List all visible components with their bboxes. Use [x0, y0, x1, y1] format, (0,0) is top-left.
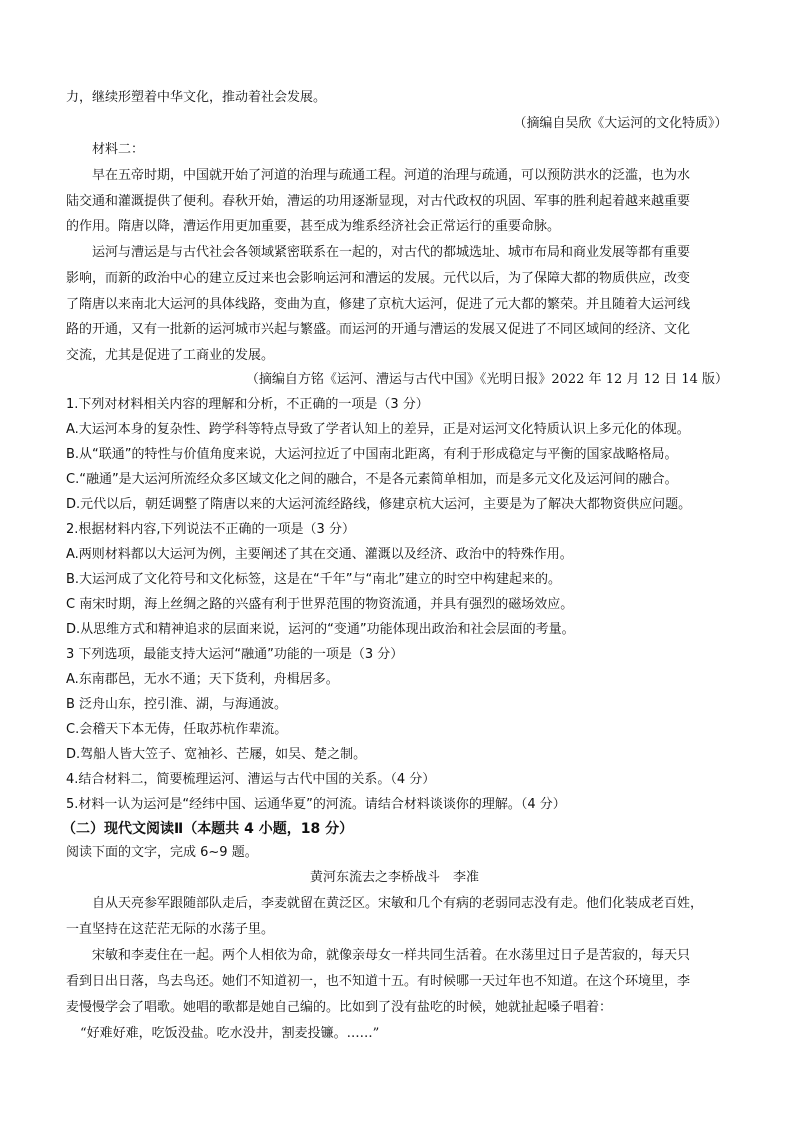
text-line: 麦慢慢学会了唱歌。她唱的歌都是她自己编的。比如到了没有盐吃的时候，她就扯起嗓子唱着：	[66, 1000, 613, 1015]
text-line: 力，继续形塑着中华文化，推动着社会发展。	[66, 90, 327, 105]
text-line: 自从天亮参军跟随部队走后，李麦就留在黄泛区。宋敏和几个有病的老弱同志没有走。他们化装成老百姓，	[92, 896, 704, 911]
question-option: B.大运河成了文化符号和文化标签，这是在“千年”与“南北”建立的时空中构建起来的。	[66, 572, 561, 587]
text-line: 一直坚持在这茫茫无际的水荡子里。	[66, 922, 275, 937]
question-option: C.会稽天下本无俦，任取苏杭作辈流。	[66, 722, 288, 737]
question-1: 1.下列对材料相关内容的理解和分析，不正确的一项是（3 分）	[66, 397, 429, 412]
text-line: 运河与漕运是与古代社会各领域紧密联系在一起的，对古代的都城选址、城市布局和商业发展等都有重要	[92, 245, 691, 260]
text-line: 宋敏和李麦住在一起。两个人相依为命，就像亲母女一样共同生活着。在水荡里过日子是苦寂的，每天只	[92, 948, 691, 963]
text-line: 影响，而新的政治中心的建立反过来也会影响运河和漕运的发展。元代以后，为了保障大都的物质供应，改变	[66, 271, 691, 286]
question-option: A.大运河本身的复杂性、跨学科等特点导致了学者认知上的差异，正是对运河文化特质认识上多元化的体现。	[66, 422, 690, 437]
question-option: B.从“联通”的特性与价值角度来说，大运河拉近了中国南北距离，有利于形成稳定与平衡的国家战略格局。	[66, 447, 678, 462]
instruction-line: 阅读下面的文字，完成 6~9 题。	[66, 845, 258, 860]
song-lyric: “好难好难，吃饭没盐。吃水没井，割麦投镰。……”	[80, 1026, 380, 1041]
text-line: 的作用。隋唐以降，漕运作用更加重要，甚至成为维系经济社会正常运行的重要命脉。	[66, 219, 561, 234]
question-option: C.“融通”是大运河所流经众多区域文化之间的融合，不是各元素简单相加，而是多元文化及运河间的融合。	[66, 472, 678, 487]
text-line: 早在五帝时期，中国就开始了河道的治理与疏通工程。河道的治理与疏通，可以预防洪水的泛滥，也为水	[92, 168, 691, 183]
question-option: D.从思维方式和精神追求的层面来说，运河的“变通”功能体现出政治和社会层面的考量。	[66, 622, 575, 637]
question-3: 3 下列选项，最能支持大运河“融通”功能的一项是（3 分）	[66, 647, 404, 662]
text-line: 了隋唐以来南北大运河的具体线路，变曲为直，修建了京杭大运河，促进了元大都的繁荣。并且随着大运河线	[66, 297, 691, 312]
text-line: 陆交通和灌溉提供了便利。春秋开始，漕运的功用逐渐显现，对古代政权的巩固、军事的胜利起着越来越重要	[66, 194, 691, 209]
question-2: 2.根据材料内容,下列说法不正确的一项是（3 分）	[66, 522, 355, 537]
question-option: B 泛舟山东，控引淮、湖，与海通波。	[66, 697, 288, 712]
material-heading: 材料二：	[92, 142, 145, 157]
text-line: 看到日出日落，鸟去鸟还。她们不知道初一，也不知道十五。有时候哪一天过年也不知道。在这个环境里，李	[66, 974, 691, 989]
passage-title: 黄河东流去之李桥战斗 李准	[310, 870, 480, 885]
question-option: C 南宋时期，海上丝绸之路的兴盛有利于世界范围的物资流通，并具有强烈的磁场效应。	[66, 597, 574, 612]
question-option: D.驾船人皆大笠子、宽袖衫、芒屦，如吴、楚之制。	[66, 747, 367, 762]
section-heading: （二）现代文阅读Ⅱ（本题共 4 小题，18 分）	[62, 821, 354, 837]
question-option: D.元代以后，朝廷调整了隋唐以来的大运河流经路线，修建京杭大运河，主要是为了解决大都物资供应问题。	[66, 497, 692, 512]
text-line: 路的开通，又有一批新的运河城市兴起与繁盛。而运河的开通与漕运的发展又促进了不同区域间的经济、文化	[66, 322, 691, 337]
source-citation: （摘编自吴欣《大运河的文化特质》）	[513, 116, 728, 131]
question-5: 5.材料一认为运河是“经纬中国、运通华夏”的河流。请结合材料谈谈你的理解。（4 分）	[66, 797, 566, 812]
text-line: 交流，尤其是促进了工商业的发展。	[66, 348, 275, 363]
question-4: 4.结合材料二，简要梳理运河、漕运与古代中国的关系。（4 分）	[66, 772, 436, 787]
question-option: A.东南郡邑，无水不通；天下货利，舟楫居多。	[66, 672, 339, 687]
question-option: A.两则材料都以大运河为例，主要阐述了其在交通、灌溉以及经济、政治中的特殊作用。	[66, 547, 573, 562]
source-citation: （摘编自方铭《运河、漕运与古代中国》《光明日报》2022 年 12 月 12 日 14 版）	[245, 372, 728, 387]
